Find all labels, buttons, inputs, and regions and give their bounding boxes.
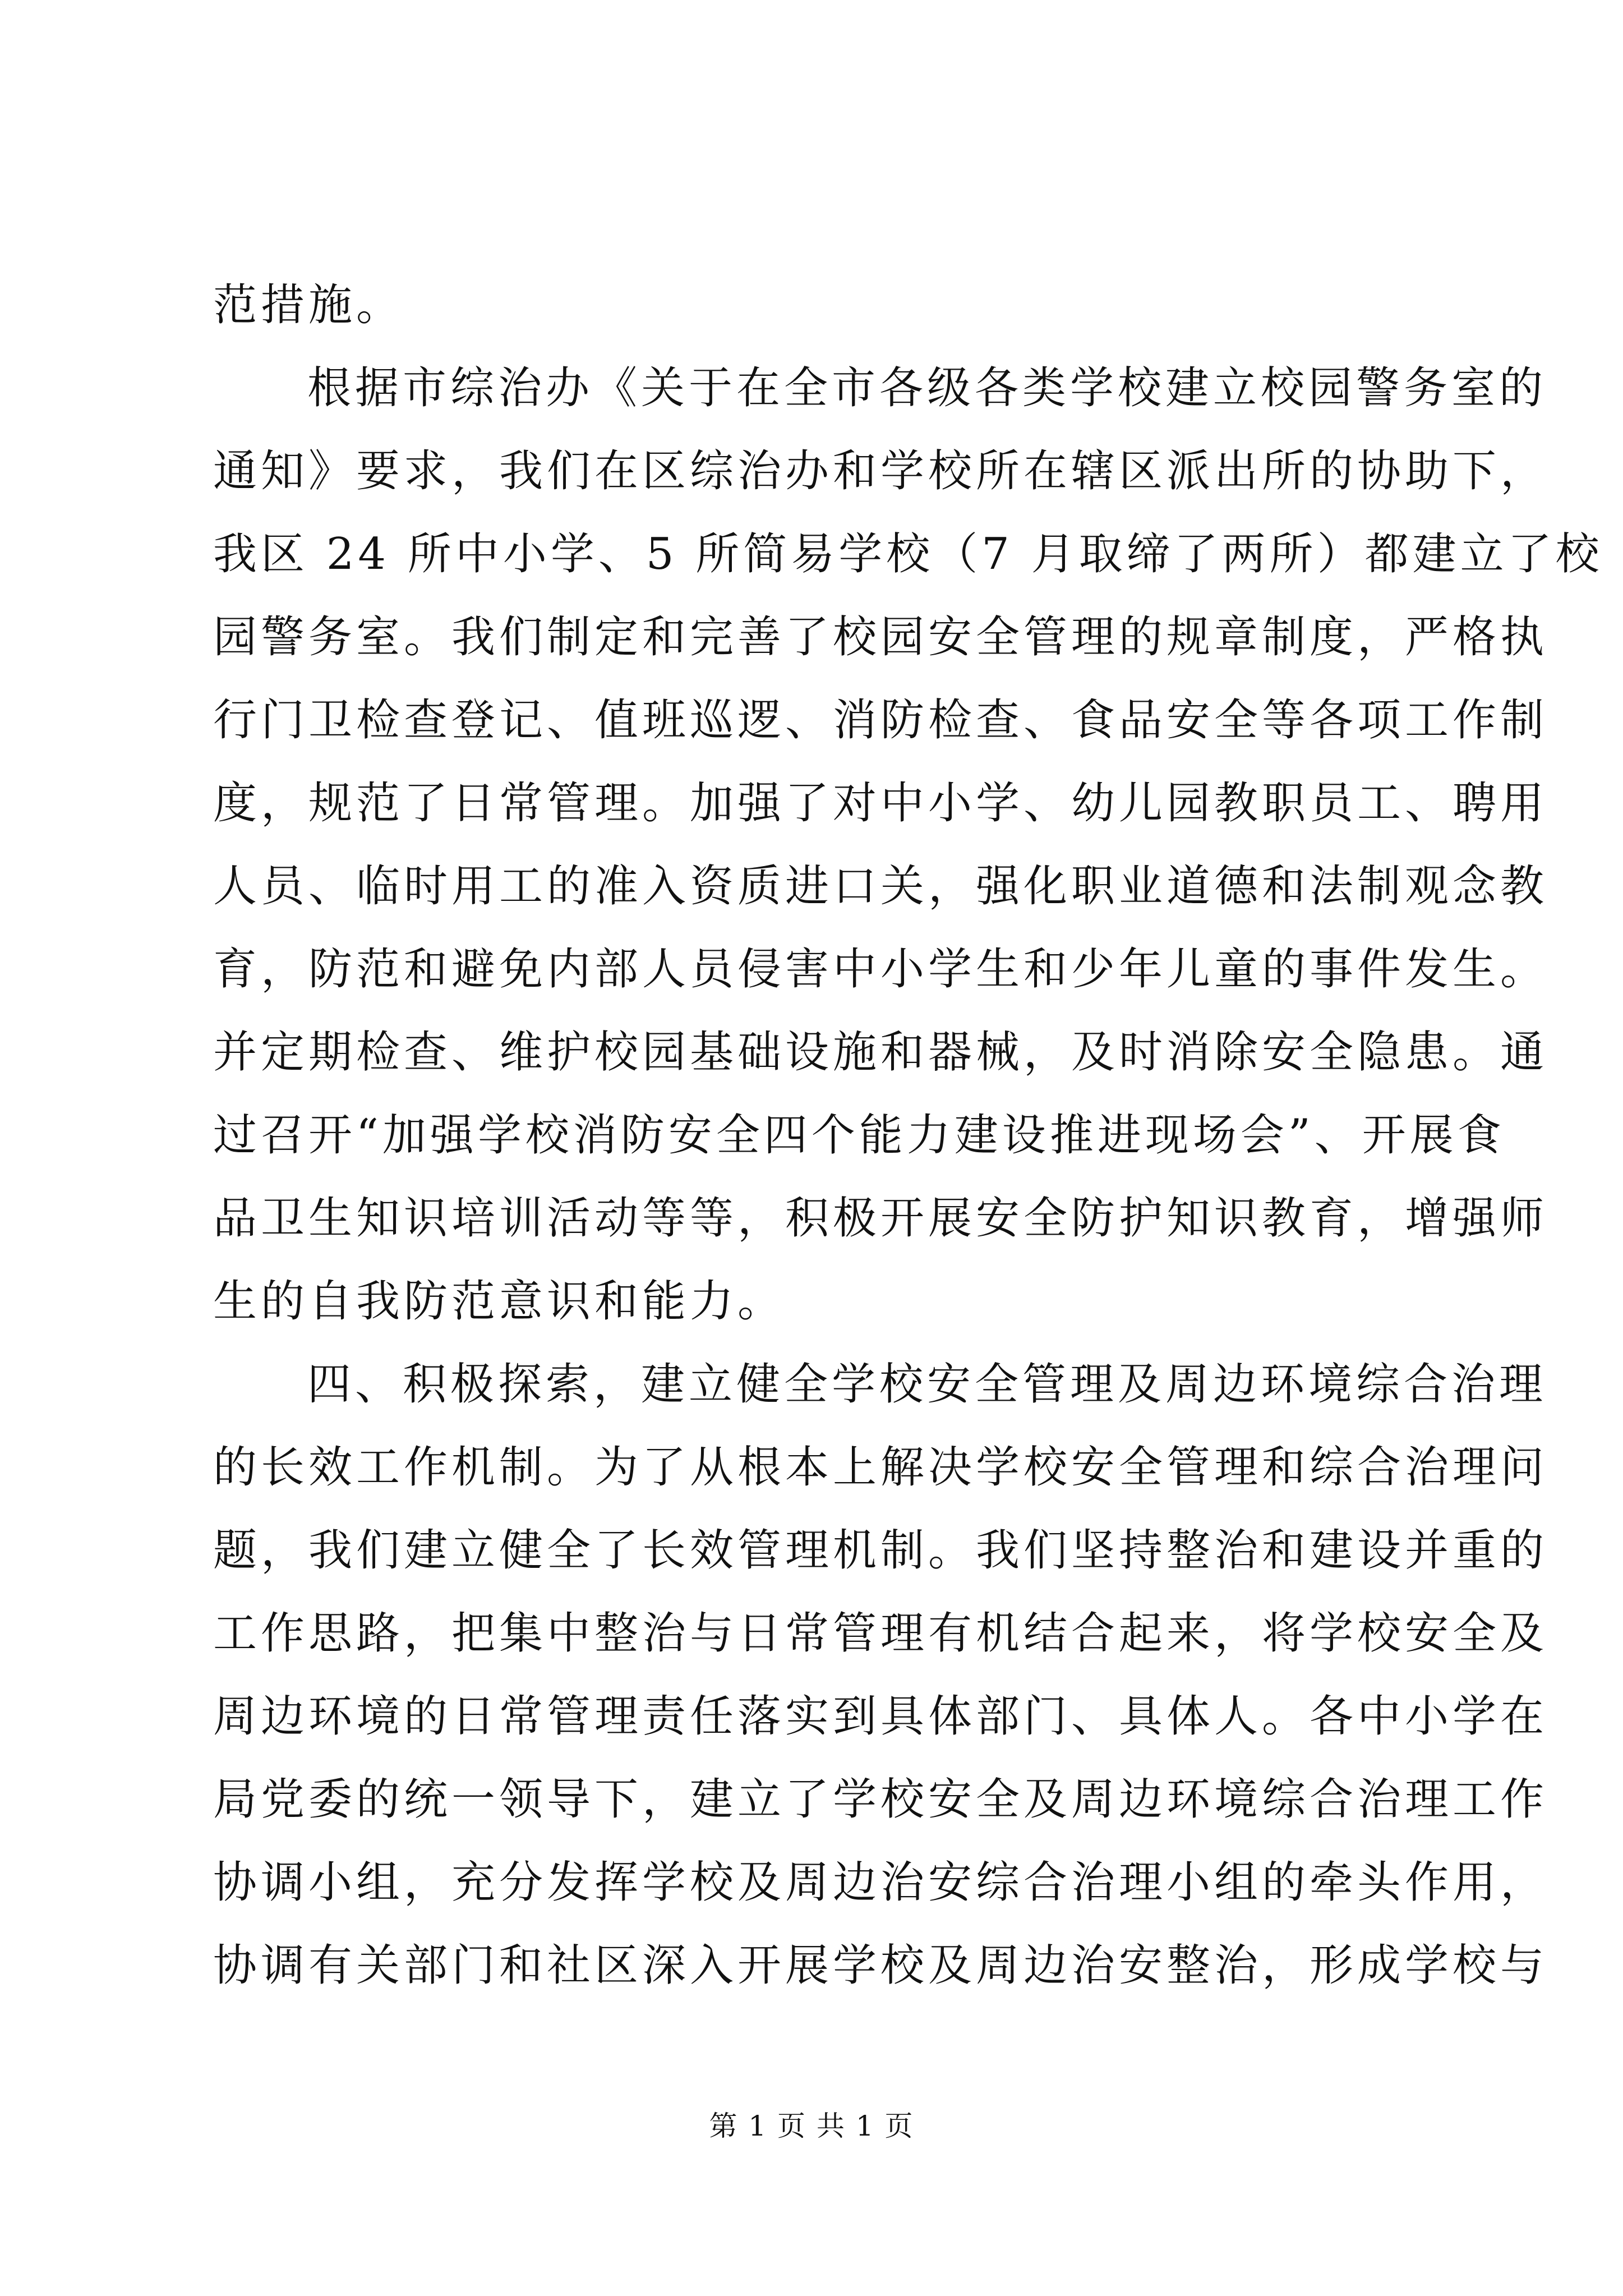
- page-footer: [0, 2104, 1623, 2144]
- text-line: 协调小组，充分发挥学校及周边治安综合治理小组的牵头作用，: [213, 1857, 1548, 1908]
- paragraph-first-line: 根据市综治办《关于在全市各级各类学校建立校园警务室的: [307, 363, 1547, 413]
- text-line: 协调有关部门和社区深入开展学校及周边治安整治，形成学校与: [213, 1940, 1548, 1991]
- text-line: 生的自我防范意识和能力。: [213, 1276, 786, 1327]
- text-line: 并定期检查、维护校园基础设施和器械，及时消除安全隐患。通: [213, 1027, 1548, 1078]
- text-line: 我区 24 所中小学、5 所简易学校（7 月取缔了两所）都建立了校: [213, 529, 1603, 579]
- text-line: 周边环境的日常管理责任落实到具体部门、具体人。各中小学在: [213, 1691, 1548, 1742]
- text-line: 品卫生知识培训活动等等，积极开展安全防护知识教育，增强师: [213, 1193, 1548, 1244]
- document-body: [213, 264, 1603, 2007]
- text-line: 园警务室。我们制定和完善了校园安全管理的规章制度，严格执: [213, 612, 1548, 662]
- text-line: 人员、临时用工的准入资质进口关，强化职业道德和法制观念教: [213, 861, 1548, 912]
- text-line: 范措施。: [213, 280, 404, 330]
- paragraph-first-line: 四、积极探索，建立健全学校安全管理及周边环境综合治理: [307, 1359, 1547, 1410]
- page-number-label: 第 1 页 共 1 页: [709, 2110, 914, 2142]
- text-line: 局党委的统一领导下，建立了学校安全及周边环境综合治理工作: [213, 1774, 1548, 1825]
- text-line: 度，规范了日常管理。加强了对中小学、幼儿园教职员工、聘用: [213, 778, 1548, 829]
- text-line: 的长效工作机制。为了从根本上解决学校安全管理和综合治理问: [213, 1442, 1548, 1493]
- text-line: 工作思路，把集中整治与日常管理有机结合起来，将学校安全及: [213, 1608, 1548, 1659]
- text-line: 过召开“加强学校消防安全四个能力建设推进现场会”、开展食: [213, 1110, 1505, 1161]
- text-line: 育，防范和避免内部人员侵害中小学生和少年儿童的事件发生。: [213, 944, 1548, 995]
- text-line: 通知》要求，我们在区综治办和学校所在辖区派出所的协助下，: [213, 446, 1548, 496]
- text-line: 行门卫检查登记、值班巡逻、消防检查、食品安全等各项工作制: [213, 695, 1548, 746]
- text-line: 题，我们建立健全了长效管理机制。我们坚持整治和建设并重的: [213, 1525, 1548, 1576]
